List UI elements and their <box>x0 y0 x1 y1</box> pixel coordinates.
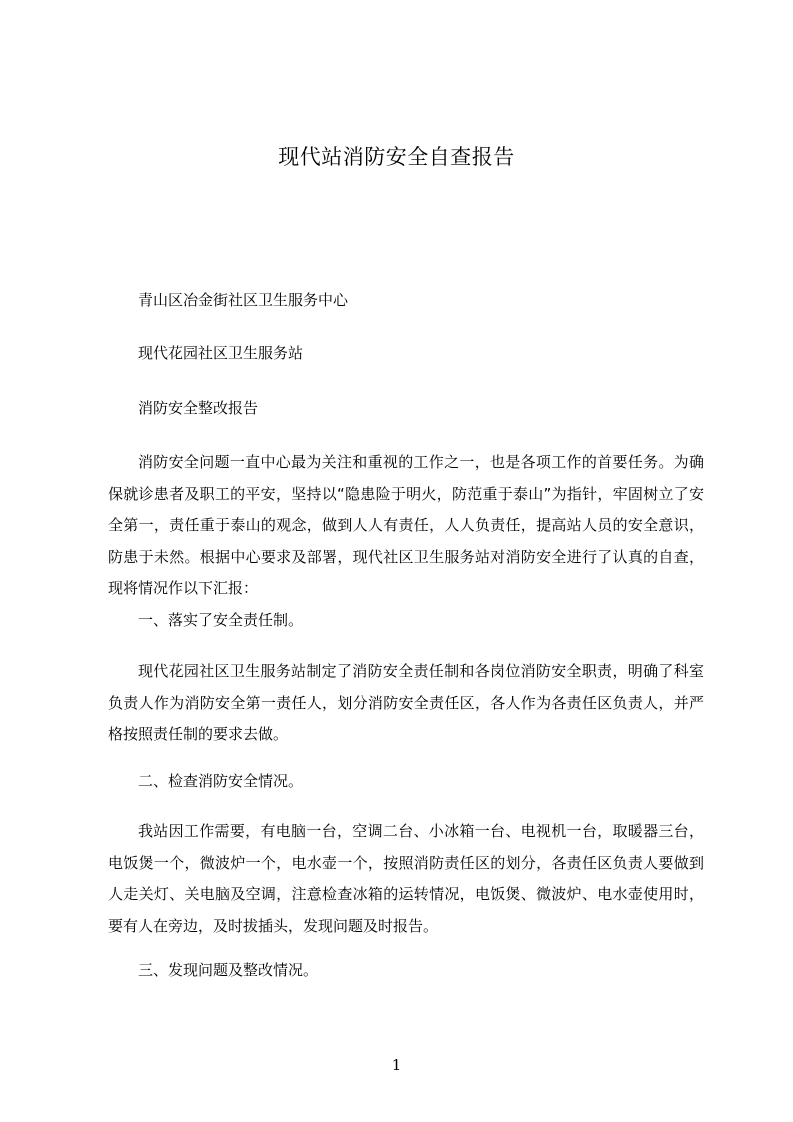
page-number: 1 <box>391 1056 402 1074</box>
section2-heading: 二、检查消防安全情况。 <box>138 772 304 790</box>
document-title: 现代站消防安全自查报告 <box>278 145 515 169</box>
intro-paragraph: 消防安全问题一直中心最为关注和重视的工作之一，也是各项工作的首要任务。为确保就诊患者及职工的平安，坚持以“隐患险于明火，防范重于泰山”为指针，牢固树立了安全第一，责任重于泰山的观念，做到人人有责任，人人负责任，提高站人员的安全意识，防患于未然。根据中心要求及部署，现代社区卫生服务站对消防安全进行了认真的自查，现将情况作以下汇报： <box>108 453 704 597</box>
section2-paragraph: 我站因工作需要，有电脑一台，空调二台、小冰箱一台、电视机一台，取暖器三台，电饭煲一个，微波炉一个，电水壶一个，按照消防责任区的划分，各责任区负责人要做到人走关灯、关电脑及空调，注意检查冰箱的运转情况，电饭煲、微波炉、电水壶使用时，要有人在旁边，及时拔插头，发现问题及时报告。 <box>108 822 704 935</box>
section3-heading: 三、发现问题及整改情况。 <box>138 961 319 979</box>
recipient-line: 青山区冶金街社区卫生服务中心 <box>138 291 349 309</box>
section1-paragraph: 现代花园社区卫生服务站制定了消防安全责任制和各岗位消防安全职责，明确了科室负责人作为消防安全第一责任人，划分消防安全责任区，各人作为各责任区负责人，并严格按照责任制的要求去做。 <box>108 662 704 743</box>
subject-line: 消防安全整改报告 <box>138 399 259 417</box>
sender-line: 现代花园社区卫生服务站 <box>138 344 304 362</box>
section1-heading: 一、落实了安全责任制。 <box>138 611 304 629</box>
